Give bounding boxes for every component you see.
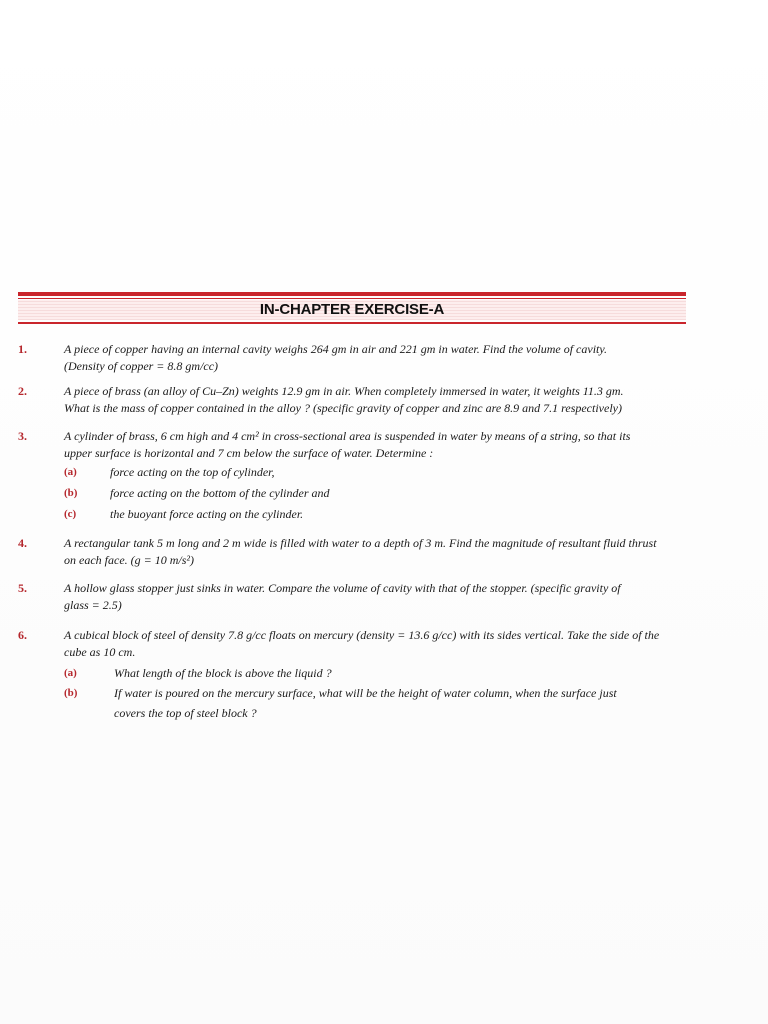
question-line: A cubical block of steel of density 7.8 g/cc floats on mercury (density = 13.6 g/cc) with its sides vertical. Take the side of the [64,628,660,642]
question-part-b-continued [64,705,698,725]
part-label: (b) [64,487,78,499]
part-text: What length of the block is above the liquid ? [114,666,332,680]
question-line: A piece of brass (an alloy of Cu–Zn) weights 12.9 gm in air. When completely immersed in water, it weights 11.3 gm. [64,384,624,398]
question-line: A piece of copper having an internal cavity weighs 264 gm in air and 221 gm in water. Find the volume of cavity. [64,342,608,356]
question-2 [18,383,698,417]
question-line: on each face. (g = 10 m/s²) [64,553,194,567]
part-text: force acting on the top of cylinder, [110,465,275,479]
question-part-a [64,464,698,485]
question-line: glass = 2.5) [64,598,122,612]
question-line: A cylinder of brass, 6 cm high and 4 cm² in cross-sectional area is suspended in water by means of a string, so that its [64,429,631,443]
question-3 [18,428,698,527]
question-part-b [64,485,698,506]
header-rule-bottom [18,322,686,324]
question-5 [18,580,698,614]
exercise-header [18,292,686,326]
question-1 [18,341,698,375]
question-number: 5. [18,581,27,595]
part-text: If water is poured on the mercury surface, what will be the height of water column, when the surface just [114,686,617,700]
question-line: A hollow glass stopper just sinks in water. Compare the volume of cavity with that of the stopper. (specific gravity of [64,581,621,595]
question-part-c [64,506,698,527]
part-label: (a) [64,466,77,478]
question-number: 1. [18,342,27,356]
part-label: (c) [64,508,77,520]
part-text: covers the top of steel block ? [114,706,257,720]
question-number: 2. [18,384,27,398]
question-number: 3. [18,429,27,443]
part-text: the buoyant force acting on the cylinder. [110,507,304,521]
question-line: What is the mass of copper contained in the alloy ? (specific gravity of copper and zinc are 8.9 and 7.1 respectively) [64,401,622,415]
question-part-a [64,665,698,685]
part-label: (b) [64,687,78,699]
question-part-b [64,685,698,705]
question-line: (Density of copper = 8.8 gm/cc) [64,359,219,373]
question-line: upper surface is horizontal and 7 cm below the surface of water. Determine : [64,446,434,460]
part-text: force acting on the bottom of the cylinder and [110,486,330,500]
question-number: 4. [18,536,27,550]
exercise-title: IN-CHAPTER EXERCISE-A [259,301,445,318]
question-line: cube as 10 cm. [64,645,136,659]
question-line: A rectangular tank 5 m long and 2 m wide is filled with water to a depth of 3 m. Find the magnitude of resultant fluid thrust [64,536,657,550]
part-label: (a) [64,667,77,679]
header-rule-top [18,292,686,296]
question-number: 6. [18,628,27,642]
question-6 [18,627,698,725]
header-rule-mid [18,298,686,299]
question-4 [18,535,698,569]
